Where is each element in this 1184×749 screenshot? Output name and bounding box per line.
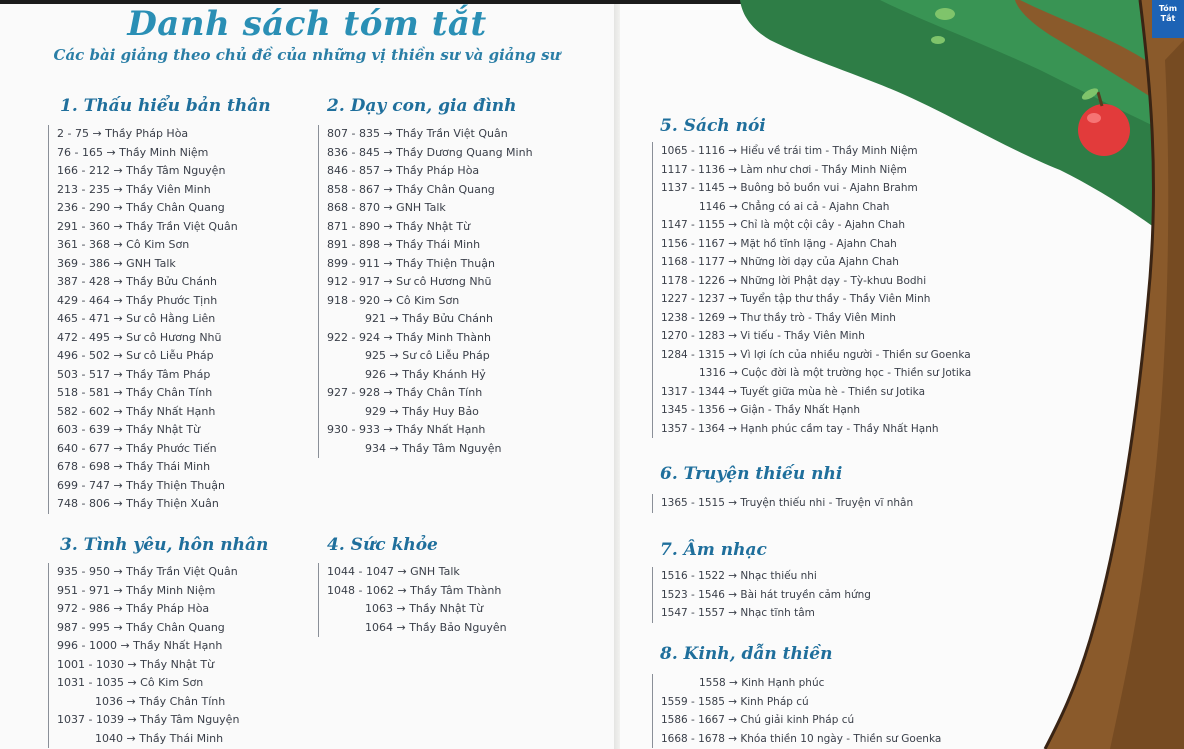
section-list-love-marriage [48, 563, 239, 748]
list-item: 1668 - 1678 → Khóa thiền 10 ngày - Thiền sư Goenka [661, 732, 942, 745]
list-item: 1547 - 1557 → Nhạc tĩnh tâm [661, 607, 815, 619]
list-item: 748 - 806 → Thầy Thiện Xuân [57, 497, 219, 510]
list-item: 496 - 502 → Sư cô Liễu Pháp [57, 349, 214, 362]
list-item: 922 - 924 → Thầy Minh Thành [327, 330, 491, 344]
list-item: 1270 - 1283 → Vi tiếu - Thầy Viên Minh [661, 330, 865, 342]
section-list-audiobooks [652, 142, 971, 438]
list-item: 1156 - 1167 → Mặt hồ tĩnh lặng - Ajahn Chah [661, 237, 897, 250]
list-item: 1178 - 1226 → Những lời Phật dạy - Tỳ-khưu Bodhi [661, 274, 927, 287]
list-item: 987 - 995 → Thầy Chân Quang [57, 620, 225, 634]
leaf-highlight [935, 8, 955, 20]
tab-label-line2: Tắt [1160, 14, 1176, 23]
page-subtitle: Các bài giảng theo chủ đề của những vị thiền sư và giảng sư [53, 46, 561, 64]
list-item: 236 - 290 → Thầy Chân Quang [57, 201, 225, 214]
leaf-highlight [931, 36, 945, 44]
section-title-children-stories: 6. Truyện thiếu nhi [660, 464, 843, 484]
list-item: 1001 - 1030 → Thầy Nhật Từ [57, 657, 215, 671]
list-item: 1558 → Kinh Hạnh phúc [699, 677, 825, 689]
tab-label-line1: Tóm [1158, 4, 1178, 13]
list-item: 868 - 870 → GNH Talk [327, 201, 446, 214]
list-item: 76 - 165 → Thầy Minh Niệm [57, 145, 209, 159]
list-item: 1117 - 1136 → Làm như chơi - Thầy Minh Niệm [661, 163, 907, 176]
list-item: 1063 → Thầy Nhật Từ [365, 602, 484, 615]
list-item: 1146 → Chẳng có ai cả - Ajahn Chah [699, 200, 890, 213]
list-item: 871 - 890 → Thầy Nhật Từ [327, 219, 471, 233]
apple-shine [1087, 113, 1101, 123]
list-item: 1044 - 1047 → GNH Talk [327, 565, 460, 578]
list-item: 918 - 920 → Cô Kim Sơn [327, 293, 460, 307]
list-item: 429 - 464 → Thầy Phước Tịnh [57, 293, 218, 307]
list-item: 951 - 971 → Thầy Minh Niệm [57, 583, 216, 597]
list-item: 1284 - 1315 → Vì lợi ích của nhiều người - Thiền sư Goenka [661, 348, 971, 361]
apple [1078, 104, 1130, 156]
list-item: 930 - 933 → Thầy Nhất Hạnh [327, 423, 486, 436]
list-item: 1031 - 1035 → Cô Kim Sơn [57, 676, 204, 689]
list-item: 972 - 986 → Thầy Pháp Hòa [57, 602, 210, 615]
list-item: 1048 - 1062 → Thầy Tâm Thành [327, 583, 502, 597]
list-item: 836 - 845 → Thầy Dương Quang Minh [327, 145, 533, 159]
list-item: 807 - 835 → Thầy Trần Việt Quân [327, 127, 508, 140]
list-item: 678 - 698 → Thầy Thái Minh [57, 460, 211, 473]
list-item: 1559 - 1585 → Kinh Pháp cú [661, 695, 809, 708]
list-item: 1036 → Thầy Chân Tính [95, 694, 226, 708]
list-item: 291 - 360 → Thầy Trần Việt Quân [57, 219, 238, 233]
toc-tab-button[interactable] [1152, 0, 1184, 38]
list-item: 912 - 917 → Sư cô Hương Nhũ [327, 275, 492, 288]
list-item: 1516 - 1522 → Nhạc thiếu nhi [661, 570, 817, 582]
list-item: 926 → Thầy Khánh Hỷ [365, 367, 486, 381]
list-item: 1586 - 1667 → Chú giải kinh Pháp cú [661, 714, 855, 726]
list-item: 996 - 1000 → Thầy Nhất Hạnh [57, 639, 223, 652]
list-item: 1147 - 1155 → Chỉ là một cội cây - Ajahn Chah [661, 219, 906, 231]
list-item: 465 - 471 → Sư cô Hằng Liên [57, 312, 216, 325]
section-title-sutras-meditation: 8. Kinh, dẫn thiền [660, 644, 833, 664]
list-item: 1345 - 1356 → Giận - Thầy Nhất Hạnh [661, 404, 861, 416]
list-item: 1040 → Thầy Thái Minh [95, 731, 224, 745]
list-item: 361 - 368 → Cô Kim Sơn [57, 238, 190, 251]
list-item: 921 → Thầy Bửu Chánh [365, 312, 493, 325]
list-item: 213 - 235 → Thầy Viên Minh [57, 182, 211, 196]
list-item: 518 - 581 → Thầy Chân Tính [57, 386, 213, 399]
section-title-parenting-family: 2. Dạy con, gia đình [327, 96, 517, 116]
list-item: 503 - 517 → Thầy Tâm Pháp [57, 367, 211, 381]
list-item: 1357 - 1364 → Hạnh phúc cầm tay - Thầy Nhất Hạnh [661, 422, 939, 435]
section-list-children-stories [652, 494, 913, 513]
section-list-music [652, 567, 871, 623]
list-item: 1168 - 1177 → Những lời dạy của Ajahn Chah [661, 256, 899, 268]
list-item: 166 - 212 → Thầy Tâm Nguyện [57, 164, 226, 177]
list-item: 1317 - 1344 → Tuyết giữa mùa hè - Thiền sư Jotika [661, 385, 926, 398]
list-item: 927 - 928 → Thầy Chân Tính [327, 386, 483, 399]
list-item: 891 - 898 → Thầy Thái Minh [327, 238, 481, 251]
list-item: 935 - 950 → Thầy Trần Việt Quân [57, 565, 238, 578]
list-item: 925 → Sư cô Liễu Pháp [365, 349, 490, 362]
list-item: 1523 - 1546 → Bài hát truyền cảm hứng [661, 588, 871, 601]
section-title-music: 7. Âm nhạc [660, 540, 767, 560]
list-item: 1037 - 1039 → Thầy Tâm Nguyện [57, 713, 240, 726]
section-title-self-understanding: 1. Thấu hiểu bản thân [60, 96, 271, 116]
list-item: 1227 - 1237 → Tuyển tập thư thầy - Thầy Viên Minh [661, 293, 931, 305]
list-item: 1137 - 1145 → Buông bỏ buồn vui - Ajahn Brahm [661, 182, 918, 194]
list-item: 387 - 428 → Thầy Bửu Chánh [57, 275, 217, 288]
section-list-self-understanding [48, 125, 238, 514]
list-item: 934 → Thầy Tâm Nguyện [365, 441, 502, 455]
list-item: 699 - 747 → Thầy Thiện Thuận [57, 478, 225, 492]
list-item: 2 - 75 → Thầy Pháp Hòa [57, 127, 189, 140]
list-item: 1365 - 1515 → Truyện thiếu nhi - Truyện vĩ nhân [661, 497, 914, 509]
list-item: 369 - 386 → GNH Talk [57, 256, 176, 270]
section-title-audiobooks: 5. Sách nói [660, 116, 766, 136]
section-list-health [318, 563, 507, 637]
list-item: 858 - 867 → Thầy Chân Quang [327, 182, 495, 196]
list-item: 640 - 677 → Thầy Phước Tiến [57, 441, 217, 455]
list-item: 846 - 857 → Thầy Pháp Hòa [327, 164, 480, 177]
list-item: 472 - 495 → Sư cô Hương Nhũ [57, 330, 222, 344]
section-title-health: 4. Sức khỏe [327, 535, 438, 555]
list-item: 1064 → Thầy Bảo Nguyên [365, 620, 507, 634]
section-list-parenting-family [318, 125, 533, 458]
list-item: 603 - 639 → Thầy Nhật Từ [57, 423, 201, 436]
page-title: Danh sách tóm tắt [127, 4, 487, 44]
list-item: 1065 - 1116 → Hiểu về trái tim - Thầy Minh Niệm [661, 145, 918, 157]
list-item: 929 → Thầy Huy Bảo [365, 404, 479, 418]
list-item: 899 - 911 → Thầy Thiện Thuận [327, 256, 495, 270]
list-item: 582 - 602 → Thầy Nhất Hạnh [57, 404, 216, 418]
list-item: 1238 - 1269 → Thư thầy trò - Thầy Viên Minh [661, 311, 896, 324]
list-item: 1316 → Cuộc đời là một trường học - Thiền sư Jotika [699, 367, 972, 379]
section-list-sutras-meditation [652, 674, 941, 748]
section-title-love-marriage: 3. Tình yêu, hôn nhân [60, 535, 269, 555]
